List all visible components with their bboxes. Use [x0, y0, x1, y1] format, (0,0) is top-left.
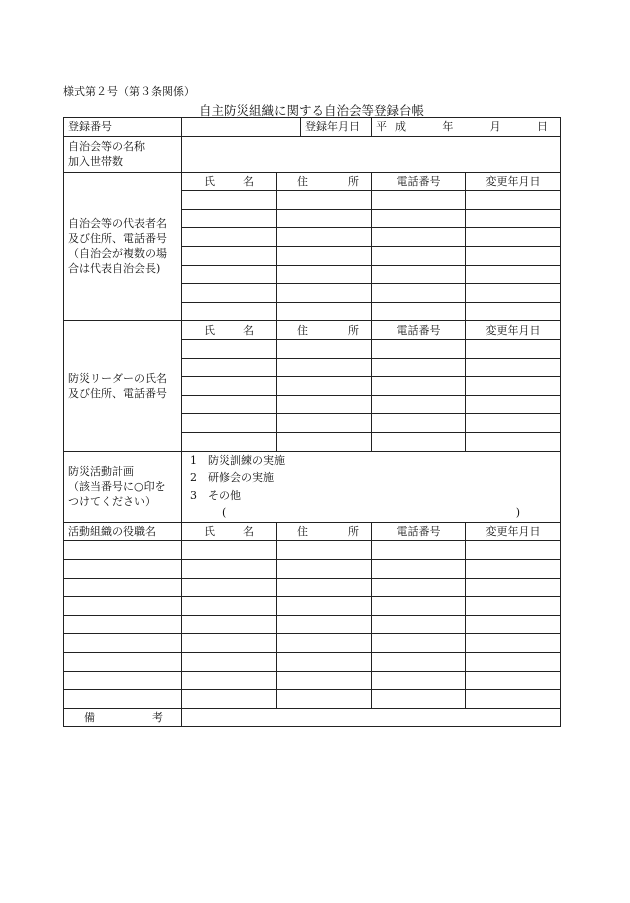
remarks-field[interactable]	[182, 708, 561, 727]
association-field[interactable]	[182, 136, 561, 172]
officer-entry-row	[64, 634, 561, 653]
association-name-label: 自治会等の名称	[68, 140, 145, 154]
registration-number-field[interactable]	[182, 118, 300, 136]
form-number-label: 様式第２号（第３条関係）	[63, 85, 195, 98]
column-header-phone: 電話番号	[372, 172, 466, 191]
plan-row	[64, 451, 561, 522]
representative-label: 自治会等の代表者名 及び住所、電話番号 （自治会が複数の場 合は代表自治会長)	[64, 172, 182, 321]
column-header-phone: 電話番号	[372, 321, 466, 340]
column-header-address: 住 所	[277, 172, 372, 191]
era-label: 平	[376, 120, 387, 134]
column-header-changed: 変更年月日	[466, 321, 561, 340]
remarks-label: 備 考	[64, 708, 182, 727]
era-label-2: 成	[395, 120, 406, 134]
column-header-address: 住 所	[277, 522, 372, 541]
column-header-name: 氏 名	[182, 172, 277, 191]
plan-option-seminar[interactable]: 2 研修会の実施	[190, 471, 274, 485]
officer-entry-row	[64, 597, 561, 616]
officer-entry-row	[64, 541, 561, 560]
leader-label: 防災リーダーの氏名 及び住所、電話番号	[64, 321, 182, 451]
association-row	[64, 136, 561, 172]
registration-date-label: 登録年月日	[300, 118, 371, 136]
registration-date-field[interactable]	[372, 118, 561, 137]
plan-label: 防災活動計画 （該当番号に○印を つけてください）	[64, 451, 182, 522]
column-header-changed: 変更年月日	[466, 172, 561, 191]
officer-entry-row	[64, 653, 561, 672]
officer-entry-row	[64, 690, 561, 709]
officer-entry-row	[64, 578, 561, 597]
plan-option-other[interactable]: 3 その他	[190, 488, 241, 502]
remarks-row	[64, 708, 561, 727]
document-title: 自主防災組織に関する自治会等登録台帳	[198, 103, 424, 118]
day-label: 日	[536, 120, 548, 134]
officers-label: 活動組織の役職名	[64, 522, 182, 541]
column-header-changed: 変更年月日	[466, 522, 561, 541]
column-header-name: 氏 名	[182, 321, 277, 340]
registration-number-label: 登録番号	[64, 118, 182, 137]
column-header-phone: 電話番号	[372, 522, 466, 541]
officer-entry-row	[64, 560, 561, 579]
column-header-address: 住 所	[277, 321, 372, 340]
plan-option-training[interactable]: 1 防災訓練の実施	[190, 453, 285, 467]
plan-other-detail-field[interactable]: ( )	[222, 506, 520, 520]
officer-entry-row	[64, 671, 561, 690]
registration-ledger-table	[63, 117, 561, 727]
leader-header-row	[64, 321, 561, 340]
representative-header-row	[64, 172, 561, 191]
officer-entry-row	[64, 615, 561, 634]
registration-row	[64, 118, 561, 137]
plan-options	[182, 451, 561, 522]
year-label: 年	[442, 120, 454, 134]
month-label: 月	[489, 120, 501, 134]
officers-header-row	[64, 522, 561, 541]
column-header-name: 氏 名	[182, 522, 277, 541]
households-label: 加入世帯数	[68, 155, 123, 169]
